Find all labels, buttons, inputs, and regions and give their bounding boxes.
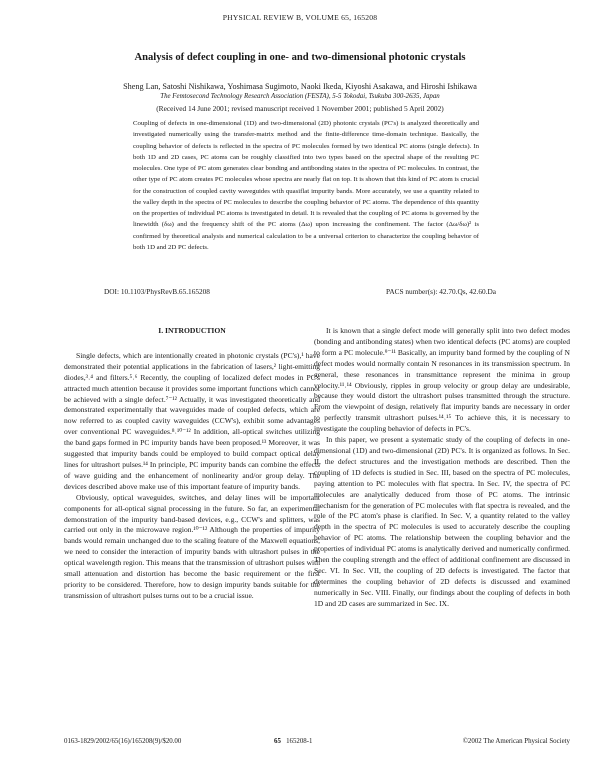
publication-meta [104,287,496,299]
left-column [64,326,320,602]
journal-header: PHYSICAL REVIEW B, VOLUME 65, 165208 [222,13,378,22]
issn-code: 0163-1829/2002/65(16)/165208(9)/$20.00 [64,738,182,745]
doi-link[interactable]: DOI: 10.1103/PhysRevB.65.165208 [104,287,210,296]
page-footer [64,738,570,750]
article-page: 165208-1 [286,738,313,745]
section-heading-introduction: I. INTRODUCTION [158,326,226,335]
paper-title: Analysis of defect coupling in one- and two-dimensional photonic crystals [134,52,466,63]
right-column [314,326,570,610]
pacs-numbers: PACS number(s): 42.70.Qs, 42.60.Da [386,287,496,296]
volume-number: 65 [274,738,281,745]
paragraph: Obviously, optical waveguides, switches, and delay lines will be important components for all-optical signal processing in the future. So far, an experimental demonstration of the impurity band-based devices, e.g., CCW's and splitters, was carried out only in the microwave region.¹⁰⁻¹² Although the properties of impurity bands would remain unchanged due to the scaling feature of the Maxwell equations, we need to consider the interaction of impurity bands with ultrashort pulses in the optical wavelength region. This means that the transmission of ultrashort pulses with small attenuation and distortion has become the basic requirement or the first priority to be considered. Therefore, how to design impurity bands suitable for the transmission of ultrashort pulses turns out to be a crucial issue. [64,492,320,600]
paragraph: It is known that a single defect mode will generally split into two defect modes (bonding and antibonding states) when two identical defects (PC atoms) are coupled to form a PC molecule.⁹⁻¹¹ Basically, an impurity band formed by the coupling of N defect modes would normally contain N resonances in its transmission spectrum. In general, these resonances in transmittance represent the minima in group velocity.¹¹˒¹⁴ Obviously, ripples in group velocity or group delay are undesirable, because they would distort the ultrashort pulses transmitted through the structure. From the viewpoint of design, relatively flat impurity bands are necessary in order to perfectly transmit ultrashort pulses.¹⁴˒¹⁵ To achieve this, it is necessary to investigate the coupling behavior of defects in PC's. [314,326,570,434]
paragraph: In this paper, we present a systematic study of the coupling of defects in one-dimensional (1D) and two-dimensional (2D) PC's. It is organized as follows. In Sec. II, the defect structures and the investigation methods are described. Then the coupling of 1D defects is studied in Sec. III, based on the spectra of PC molecules, paying attention to PC molecules with flat spectra. In Sec. IV, the spectra of PC molecules are analytically deduced from those of PC atoms. The intrinsic mechanism for the generation of PC molecules with flat spectra is revealed, and the role of the PC atom's phase is clarified. In Sec. V, a quantity related to the valley depth in the spectra of PC molecules is used to accurately describe the coupling behavior of PC atoms. The relationship between the coupling behavior and the properties of individual PC atoms is analytically derived and numerically confirmed. Then the coupling strength and the effect of additional confinement are discussed in Sec. VI. In Sec. VII, the coupling of 2D defects is investigated. The factor that determines the coupling behavior of 2D defects is discussed and examined numerically in Sec. VIII. Finally, our findings about the coupling of defects in both 1D and 2D cases are summarized in Sec. IX. [314,435,570,608]
page-number [274,738,312,745]
author-list: Sheng Lan, Satoshi Nishikawa, Yoshimasa Sugimoto, Naoki Ikeda, Kiyoshi Asakawa, and Hiroshi Ishikawa [123,82,477,91]
paragraph: Single defects, which are intentionally created in photonic crystals (PC's),¹ have demonstrated their potential applications in the fabrication of lasers,² light-emitting diodes,³˒⁴ and filters.⁵˒⁶ Recently, the coupling of localized defect modes in PC's attracted much attention because it provides some important functions which cannot be achieved with a single defect.⁷⁻¹² Actually, it was investigated theoretically and demonstrated experimentally that waveguides made of coupled defects, which are now referred to as coupled cavity waveguides (CCW's), exhibit some advantages over conventional PC waveguides.⁸˒¹⁰⁻¹² In addition, all-optical switches utilizing the band gaps formed in PC impurity bands have been proposed.¹³ Moreover, it was suggested that impurity bands could be employed to build compact optical delay lines for ultrashort pulses.¹⁴ In principle, PC impurity bands can combine the effects of wave guiding and the enhancement of nonlinearity and/or group delay. The devices described above make use of this important feature of impurity bands. [64,350,320,491]
copyright-notice: ©2002 The American Physical Society [462,738,570,745]
affiliation: The Femtosecond Technology Research Association (FESTA), 5-5 Tokodai, Tsukuba 300-2635, Japan [160,93,440,100]
received-dates: (Received 14 June 2001; revised manuscript received 1 November 2001; published 5 April 2002) [156,104,444,113]
abstract: Coupling of defects in one-dimensional (1D) and two-dimensional (2D) photonic crystals (PC's) is analyzed theoretically and investigated numerically using the transfer-matrix method and the finite-difference time-domain technique. Basically, the coupling behavior of defects is reflected in the spectra of PC molecules formed by two identical PC atoms (single defects). In both 1D and 2D cases, PC atoms can be roughly classified into two types based on the spectral shape of the resulting PC molecules. One type of PC atom generates clear bonding and antibonding states in the spectra of PC molecules. In contrast, the other type of PC atom creates PC molecules whose spectra are nearly flat on top. It is shown that this kind of PC atom is crucial for the construction of coupled cavity waveguides with quasiflat impurity bands. More accurately, we use a quantity related to the valley depth in the spectra of PC molecules to describe the coupling behavior of PC atoms. The dependence of this quantity on the properties of individual PC atoms is investigated in detail. It is revealed that the coupling of PC atoms is governed by the linewidth (δω) and the frequency shift of the PC atoms (Δω) upon increasing the confinement. The factor (Δω/δω)² is confirmed by theoretical analysis and numerical calculation to be a universal criterion to characterize the coupling behavior of both 1D and 2D PC defects. [133,120,479,251]
